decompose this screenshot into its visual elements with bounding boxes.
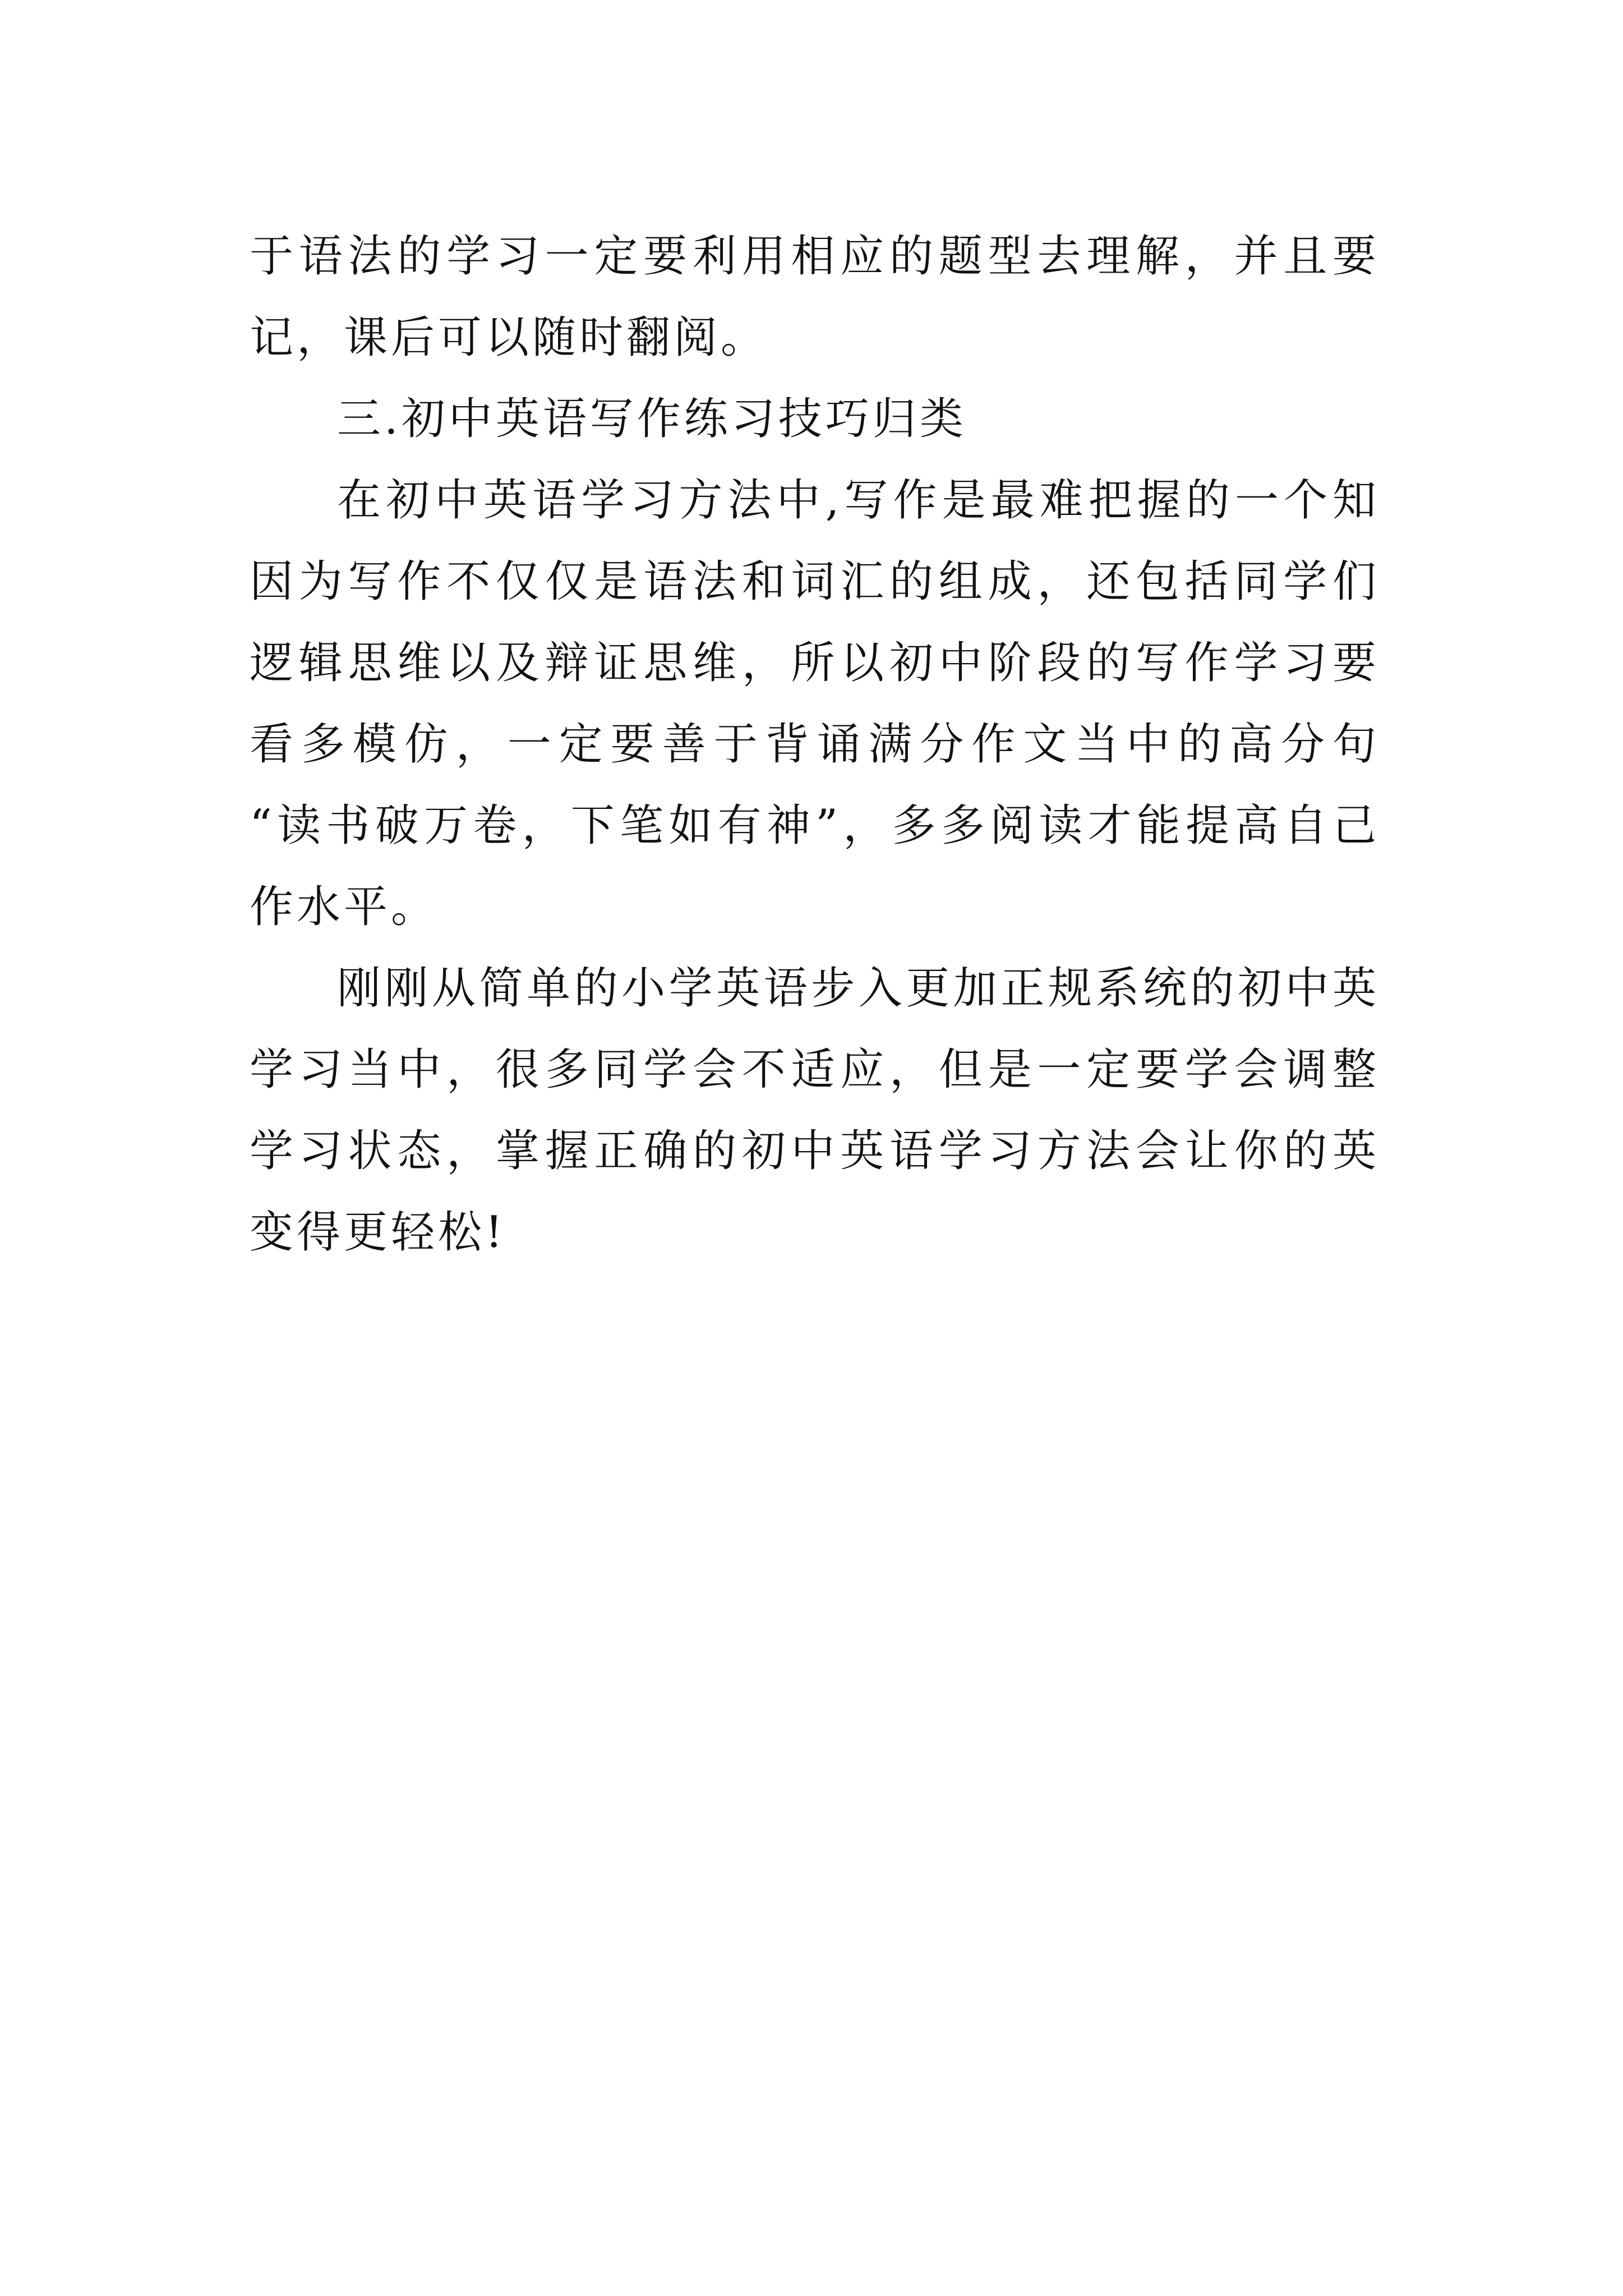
text-line: 变得更轻松! xyxy=(250,1207,506,1258)
section-heading xyxy=(250,379,1380,460)
text-line: 学习状态，掌握正确的初中英语学习方法会让你的英 xyxy=(250,1126,1380,1176)
heading-writing-tips: 三.初中英语写作练习技巧归类 xyxy=(337,394,967,444)
text-line: 学习当中，很多同学会不适应，但是一定要学会调整 xyxy=(250,1045,1380,1095)
text-line: 作水平。 xyxy=(250,882,439,932)
text-line: “读书破万卷，下笔如有神”，多多阅读才能提高自己 xyxy=(250,800,1380,851)
paragraph-closing xyxy=(250,948,1380,1273)
paragraph-grammar-continuation xyxy=(250,216,1380,379)
text-line: 看多模仿，一定要善于背诵满分作文当中的高分句 xyxy=(250,719,1380,770)
text-line: 刚刚从简单的小学英语步入更加正规系统的初中英 xyxy=(337,963,1380,1014)
text-line: 记，课后可以随时翻阅。 xyxy=(250,312,768,363)
paragraph-writing-methods xyxy=(250,460,1380,948)
text-line: 在初中英语学习方法中,写作是最难把握的一个知 xyxy=(337,475,1380,526)
text-line: 因为写作不仅仅是语法和词汇的组成，还包括同学们 xyxy=(250,556,1380,607)
document-body xyxy=(250,216,1380,1273)
text-line: 于语法的学习一定要利用相应的题型去理解，并且要 xyxy=(250,231,1380,282)
text-line: 逻辑思维以及辩证思维，所以初中阶段的写作学习要 xyxy=(250,638,1380,688)
